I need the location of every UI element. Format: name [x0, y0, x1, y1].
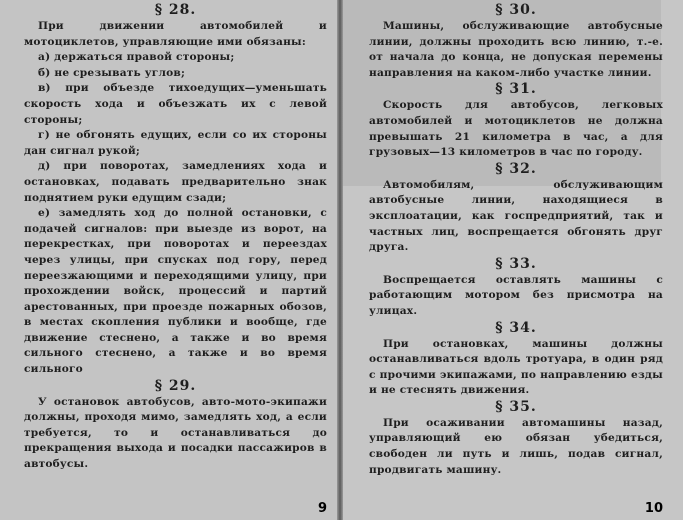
section-35-heading: § 35.	[495, 398, 537, 415]
section-33-text: Воспрещается оставлять машины с работающим мотором без присмотра на улицах.	[369, 273, 663, 317]
section-32-heading: § 32.	[495, 160, 537, 177]
section-34-text: При остановках, машины должны останавливаться вдоль тротуара, в один ряд с прочими экипажами, по направлению езды и не стеснять движения.	[369, 337, 663, 397]
section-28-item-a: а) держаться правой стороны;	[38, 51, 235, 64]
section-31-text: Скорость для автобусов, легковых автомобилей и мотоциклетов не должна превышать 21 километра в час, а для грузовых—13 километров в час по городу.	[369, 99, 663, 159]
left-page	[0, 0, 337, 520]
section-32-text: Автомобилям, обслуживающим автобусные линии, находящиеся в эксплоатации, как госпредприятий, так и частных лиц, воспрещается обгонять друг друга.	[369, 178, 663, 254]
left-page-number: 9	[317, 501, 327, 516]
section-28-item-b: б) не срезывать углов;	[38, 66, 186, 79]
right-page	[343, 0, 683, 520]
section-28-item-e: е) замедлять ход до полной остановки, с подачей сигналов: при выезде из ворот, на перекрестках, при поворотах и переездах через улицы, при спусках под гору, перед переезжающими и переходящими улицу, при прохождении войск, процессий и партий арестованных, при проезде пожарных обозов, в местах скопления публики и вообще, где движение стеснено, а также и во время сильного стеснено, а также и во время сильного	[24, 207, 327, 376]
section-28-intro: При движении автомобилей и мотоциклетов, управляющие ими обязаны:	[24, 20, 327, 48]
right-page-number: 10	[644, 501, 663, 516]
section-28-heading: § 28.	[154, 2, 197, 18]
section-30-text: Машины, обслуживающие автобусные линии, должны проходить всю линию, т.-е. от начала до конца, не допуская перемены направления на каком-либо участке линии.	[369, 20, 663, 79]
section-29-text: У остановок автобусов, авто-мото-экипажи должны, проходя мимо, замедлять ход, а если требуется, то и останавливаться до прекращения выхода и посадки пассажиров в автобусы.	[24, 395, 327, 471]
section-35-text: При осаживании автомашины назад, управляющий ею обязан убедиться, свободен ли путь и лишь, подав сигнал, продвигать машину.	[369, 416, 663, 476]
section-28-item-g: г) не обгонять едущих, если со их стороны дан сигнал рукой;	[24, 129, 327, 157]
section-28-item-d: д) при поворотах, замедлениях хода и остановках, подавать предварительно знак поднятием руки едущим сзади;	[24, 160, 327, 204]
section-33-heading: § 33.	[495, 255, 537, 272]
section-28-item-v: в) при объезде тихоедущих—уменьшать скорость хода и объезжать их с левой стороны;	[24, 82, 327, 126]
section-30-heading: § 30.	[495, 2, 537, 18]
section-31-heading: § 31.	[495, 81, 537, 98]
section-34-heading: § 34.	[495, 319, 537, 336]
section-29-heading: § 29.	[154, 377, 197, 394]
